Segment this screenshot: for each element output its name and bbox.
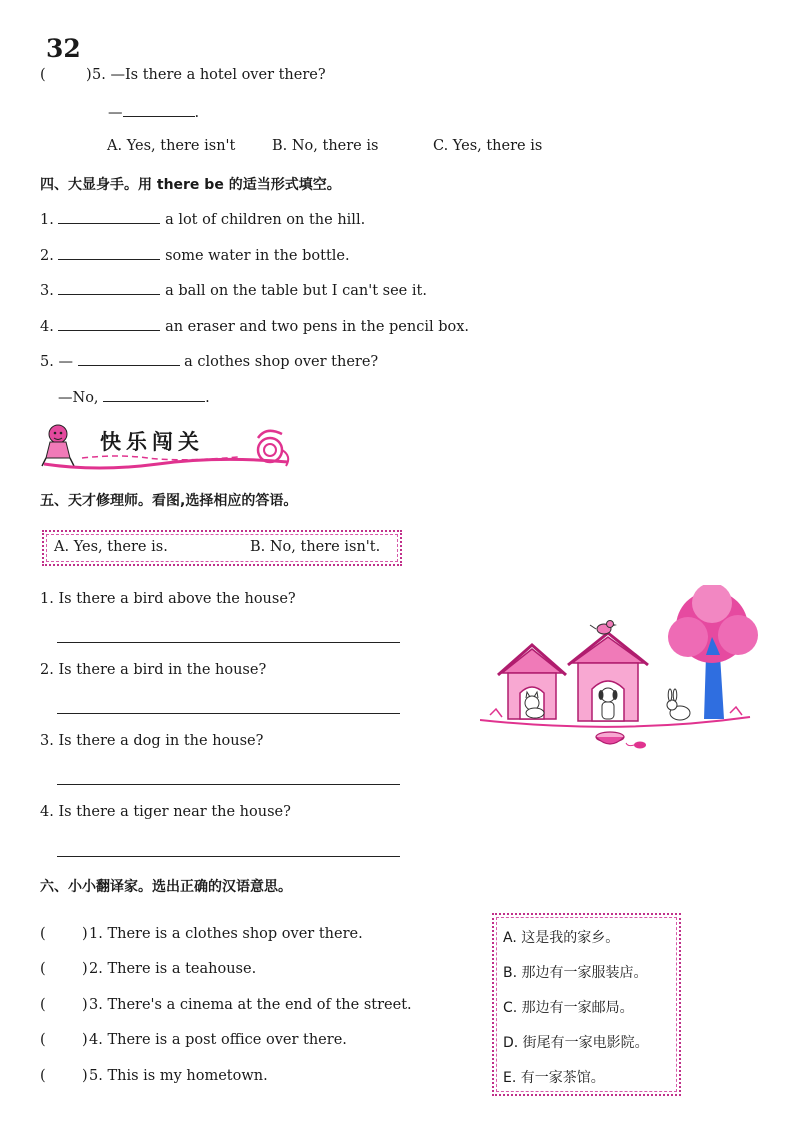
s4-item-5-reply bbox=[58, 387, 210, 406]
section4-heading: 四、大显身手。用 there be 的适当形式填空。 bbox=[40, 177, 341, 193]
s4-item-5-blank[interactable] bbox=[78, 351, 180, 366]
q5-answer-dash: — bbox=[108, 105, 123, 121]
s4-item-5-reply-end: . bbox=[205, 390, 210, 406]
banner-title: 快乐闯关 bbox=[100, 430, 204, 454]
tree-icon bbox=[668, 585, 758, 719]
s5-question-1: 1. Is there a bird above the house? bbox=[40, 591, 296, 607]
s4-item-4-num: 4. bbox=[40, 319, 54, 335]
scene-illustration bbox=[480, 585, 760, 755]
translation-a: A. 这是我的家乡。 bbox=[503, 930, 620, 946]
q5-option-b: B. No, there is bbox=[272, 138, 379, 154]
bowl-icon bbox=[596, 732, 624, 744]
section6-heading: 六、小小翻译家。选出正确的汉语意思。 bbox=[40, 879, 292, 895]
s5-answer-line-1[interactable] bbox=[57, 642, 400, 643]
translation-e: E. 有一家茶馆。 bbox=[503, 1070, 605, 1086]
s6-item-4-close: ) bbox=[82, 1032, 88, 1048]
s4-item-4 bbox=[40, 316, 469, 335]
translation-options-box bbox=[492, 913, 681, 1096]
bird-icon bbox=[590, 621, 617, 635]
s5-question-4: 4. Is there a tiger near the house? bbox=[40, 804, 291, 820]
s4-item-2-text: some water in the bottle. bbox=[165, 248, 350, 264]
left-doghouse-icon bbox=[498, 645, 566, 719]
q5-question: 5. —Is there a hotel over there? bbox=[92, 67, 326, 83]
s6-item-5-close: ) bbox=[82, 1068, 88, 1084]
translation-c: C. 那边有一家邮局。 bbox=[503, 1000, 634, 1016]
translation-b: B. 那边有一家服装店。 bbox=[503, 965, 648, 981]
s5-answer-line-2[interactable] bbox=[57, 713, 400, 714]
s4-item-4-text: an eraser and two pens in the pencil box. bbox=[165, 319, 470, 335]
kid-mascot-icon bbox=[42, 425, 74, 466]
s5-question-2: 2. Is there a bird in the house? bbox=[40, 662, 267, 678]
s4-item-3-num: 3. bbox=[40, 283, 54, 299]
q5-answer-blank[interactable] bbox=[123, 102, 195, 117]
s6-item-2-close: ) bbox=[82, 961, 88, 977]
s4-item-2-num: 2. bbox=[40, 248, 54, 264]
s6-item-2-paren: ( bbox=[40, 961, 46, 977]
s4-item-1 bbox=[40, 209, 365, 228]
page-number: 32 bbox=[46, 34, 81, 63]
s6-item-1-paren: ( bbox=[40, 926, 46, 942]
s6-item-3-paren: ( bbox=[40, 997, 46, 1013]
s5-answer-line-4[interactable] bbox=[57, 856, 400, 857]
s5-option-b: B. No, there isn't. bbox=[250, 539, 381, 555]
s6-item-1-text: 1. There is a clothes shop over there. bbox=[89, 926, 363, 942]
s4-item-2 bbox=[40, 245, 350, 264]
s4-item-5 bbox=[40, 351, 378, 370]
s6-item-4-paren: ( bbox=[40, 1032, 46, 1048]
q5-paren-close: ) bbox=[86, 67, 92, 83]
s5-question-3: 3. Is there a dog in the house? bbox=[40, 733, 264, 749]
s4-item-5-num: 5. — bbox=[40, 354, 73, 370]
translation-d: D. 街尾有一家电影院。 bbox=[503, 1035, 649, 1051]
s6-item-5-paren: ( bbox=[40, 1068, 46, 1084]
s6-item-4-text: 4. There is a post office over there. bbox=[89, 1032, 347, 1048]
s4-item-3-blank[interactable] bbox=[58, 280, 160, 295]
s4-item-5-text: a clothes shop over there? bbox=[184, 354, 379, 370]
s4-item-1-text: a lot of children on the hill. bbox=[165, 212, 366, 228]
s4-item-4-blank[interactable] bbox=[58, 316, 160, 331]
s4-item-1-num: 1. bbox=[40, 212, 54, 228]
q5-option-c: C. Yes, there is bbox=[433, 138, 543, 154]
q5-answer-end: . bbox=[194, 105, 200, 121]
s4-item-3-text: a ball on the table but I can't see it. bbox=[165, 283, 427, 299]
q5-paren-open: ( bbox=[40, 67, 46, 83]
right-doghouse-icon bbox=[568, 633, 648, 721]
s4-item-5-reply-blank[interactable] bbox=[103, 387, 205, 402]
s4-item-3 bbox=[40, 280, 427, 299]
s4-item-1-blank[interactable] bbox=[58, 209, 160, 224]
s4-item-2-blank[interactable] bbox=[58, 245, 160, 260]
section5-heading: 五、天才修理师。看图,选择相应的答语。 bbox=[40, 493, 298, 509]
s4-item-5-reply-label: —No, bbox=[58, 390, 99, 406]
s6-item-3-text: 3. There's a cinema at the end of the street. bbox=[89, 997, 412, 1013]
s6-item-2-text: 2. There is a teahouse. bbox=[89, 961, 257, 977]
s6-item-5-text: 5. This is my hometown. bbox=[89, 1068, 268, 1084]
s5-answer-line-3[interactable] bbox=[57, 784, 400, 785]
q5-option-a: A. Yes, there isn't bbox=[107, 138, 236, 154]
rabbit-icon bbox=[667, 689, 690, 720]
s6-item-1-close: ) bbox=[82, 926, 88, 942]
s6-item-3-close: ) bbox=[82, 997, 88, 1013]
mouse-icon bbox=[626, 742, 646, 749]
q5-answer bbox=[108, 102, 199, 121]
s5-option-a: A. Yes, there is. bbox=[54, 539, 168, 555]
